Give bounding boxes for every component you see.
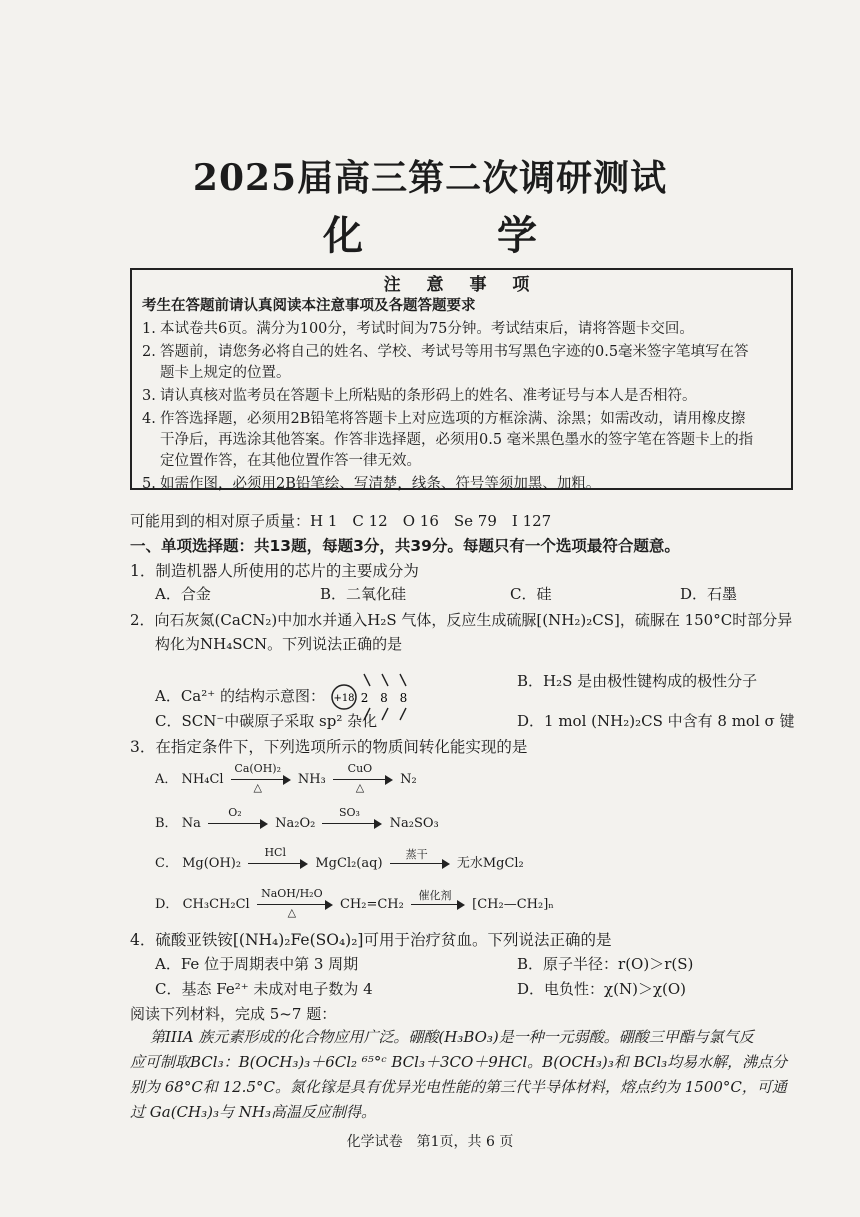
- q2-option-d: D．1 mol (NH₂)₂CS 中含有 8 mol σ 键: [517, 712, 795, 730]
- q1-option-c: C．硅: [510, 585, 552, 603]
- substance: Na₂O₂: [275, 816, 316, 831]
- option-label: D．: [155, 897, 179, 912]
- reagent: CuO: [347, 761, 373, 775]
- electron-shells: 2 8 8: [360, 691, 412, 705]
- question-3-stem: 3．在指定条件下，下列选项所示的物质间转化能实现的是: [130, 738, 528, 756]
- q3-option-a: [155, 761, 417, 794]
- notice-item-number: 4.: [142, 411, 156, 427]
- question-1-stem: 1．制造机器人所使用的芯片的主要成分为: [130, 562, 419, 580]
- notice-item: [142, 386, 781, 407]
- reaction-arrow: [231, 761, 291, 794]
- section-heading: 一、单项选择题：共13题，每题3分，共39分。每题只有一个选项最符合题意。: [130, 537, 680, 555]
- substance: NH₃: [297, 772, 326, 787]
- substance: Mg(OH)₂: [182, 856, 242, 871]
- notice-item-text: 定位置作答，在其他位置作答一律无效。: [160, 453, 421, 469]
- option-label: C．: [155, 856, 178, 871]
- notice-item: [142, 342, 781, 384]
- notice-item-text: 题卡上规定的位置。: [160, 365, 291, 381]
- condition: △: [287, 905, 297, 919]
- substance: Na: [181, 816, 201, 831]
- nucleus-charge: +18: [333, 693, 355, 704]
- notice-item-text: 本试卷共6页。满分为100分，考试时间为75分钟。考试结束后，请将答题卡交回。: [160, 321, 694, 337]
- reaction-arrow: [208, 805, 268, 834]
- reaction-arrow: [248, 845, 308, 874]
- notice-item: [142, 319, 781, 340]
- substance: N₂: [400, 772, 417, 787]
- q3-option-b: [155, 805, 439, 834]
- substance: 无水MgCl₂: [456, 856, 524, 871]
- atomic-masses: 可能用到的相对原子质量：H 1 C 12 O 16 Se 79 I 127: [130, 512, 552, 530]
- q4-option-c: C．基态 Fe²⁺ 未成对电子数为 4: [155, 980, 373, 998]
- substance: NH₄Cl: [181, 772, 224, 787]
- reaction-arrow: [257, 886, 333, 919]
- substance: CH₃CH₂Cl: [182, 897, 250, 912]
- notice-item-text: 干净后，再选涂其他答案。作答非选择题，必须用0.5 毫米黑色墨水的签字笔在答题卡上的指: [160, 432, 754, 448]
- reading-intro: 阅读下列材料，完成 5~7 题：: [130, 1005, 337, 1023]
- substance: MgCl₂(aq): [315, 856, 383, 871]
- reading-material: [130, 1025, 810, 1125]
- page-footer: 化学试卷 第1页，共 6 页: [346, 1134, 514, 1150]
- reading-line: 过 Ga(CH₃)₃与 NH₃高温反应制得。: [130, 1103, 376, 1121]
- q4-option-a: A．Fe 位于周期表中第 3 周期: [155, 955, 359, 973]
- exam-title: 2025届高三第二次调研测试: [192, 157, 668, 199]
- notice-intro: 考生在答题前请认真阅读本注意事项及各题答题要求: [142, 298, 476, 314]
- notice-item: [142, 474, 781, 495]
- q3-option-c: [155, 845, 524, 874]
- option-label: B．: [155, 816, 178, 831]
- question-4-stem: 4．硫酸亚铁铵[(NH₄)₂Fe(SO₄)₂]可用于治疗贫血。下列说法正确的是: [130, 931, 612, 949]
- notice-item-number: 2.: [142, 344, 156, 360]
- notice-item-text: 请认真核对监考员在答题卡上所粘贴的条形码上的姓名、准考证号与本人是否相符。: [160, 388, 697, 404]
- reagent: Ca(OH)₂: [234, 761, 281, 775]
- notice-item-text: 答题前，请您务必将自己的姓名、学校、考试号等用书写黑色字迹的0.5毫米签字笔填写在答: [160, 344, 749, 360]
- exam-subject: 化 学: [323, 212, 597, 259]
- notice-item-text: 作答选择题，必须用2B铅笔将答题卡上对应选项的方框涂满、涂黑；如需改动，请用橡皮擦: [160, 411, 746, 427]
- q1-option-a: A．合金: [155, 585, 211, 603]
- notice-item-number: 5.: [142, 476, 156, 492]
- reaction-arrow: [411, 888, 465, 915]
- reading-line: 第IIIA 族元素形成的化合物应用广泛。硼酸(H₃BO₃)是一种一元弱酸。硼酸三甲酯与氯气反: [150, 1028, 754, 1046]
- reaction-arrow: [333, 761, 393, 794]
- q2-option-a-text: A．Ca²⁺ 的结构示意图：: [155, 687, 325, 705]
- notice-item-number: 1.: [142, 321, 156, 337]
- question-2-stem: 2．向石灰氮(CaCN₂)中加水并通入H₂S 气体，反应生成硫脲[(NH₂)₂CS]，硫脲在 150°C时部分异: [130, 611, 793, 629]
- condition: △: [253, 780, 262, 794]
- q4-option-d: D．电负性：χ(N)＞χ(O): [517, 980, 687, 998]
- substance: [CH₂—CH₂]ₙ: [472, 897, 554, 912]
- reagent: SO₃: [339, 805, 360, 819]
- question-2-stem-cont: 构化为NH₄SCN。下列说法正确的是: [155, 635, 403, 653]
- notice-heading: 注 意 事 项: [383, 275, 540, 295]
- reagent: HCl: [264, 845, 286, 859]
- reagent: 催化剂: [418, 888, 452, 902]
- q2-option-c: C．SCN⁻中碳原子采取 sp² 杂化: [155, 712, 378, 730]
- notice-box: [130, 268, 793, 490]
- notice-item: [142, 409, 781, 472]
- notice-item-number: 3.: [142, 388, 156, 404]
- substance: Na₂SO₃: [389, 816, 439, 831]
- notice-item-text: 如需作图，必须用2B铅笔绘、写清楚，线条、符号等须加黑、加粗。: [160, 476, 601, 492]
- substance: CH₂=CH₂: [339, 897, 404, 912]
- q4-option-b: B．原子半径：r(O)＞r(S): [517, 955, 694, 973]
- reagent: NaOH/H₂O: [261, 886, 323, 900]
- q3-option-d: [155, 886, 554, 919]
- q1-option-b: B．二氧化硅: [320, 585, 407, 603]
- reading-line: 应可制取BCl₃：B(OCH₃)₃＋6Cl₂ ⁶⁵°ᶜ BCl₃＋3CO＋9HCl。B(OCH₃)₃和 BCl₃均易水解，沸点分: [130, 1053, 788, 1071]
- option-label: A．: [155, 772, 178, 787]
- reaction-arrow: [390, 847, 450, 874]
- reading-line: 别为 68°C和 12.5°C。氮化镓是具有优异光电性能的第三代半导体材料，熔点约为 1500°C，可通: [130, 1078, 787, 1096]
- reagent: O₂: [228, 805, 242, 819]
- condition: △: [355, 780, 365, 794]
- reagent: 蒸干: [405, 847, 428, 861]
- q2-option-b: B．H₂S 是由极性键构成的极性分子: [517, 672, 758, 690]
- reaction-arrow: [322, 805, 382, 834]
- q1-option-d: D．石墨: [680, 585, 738, 603]
